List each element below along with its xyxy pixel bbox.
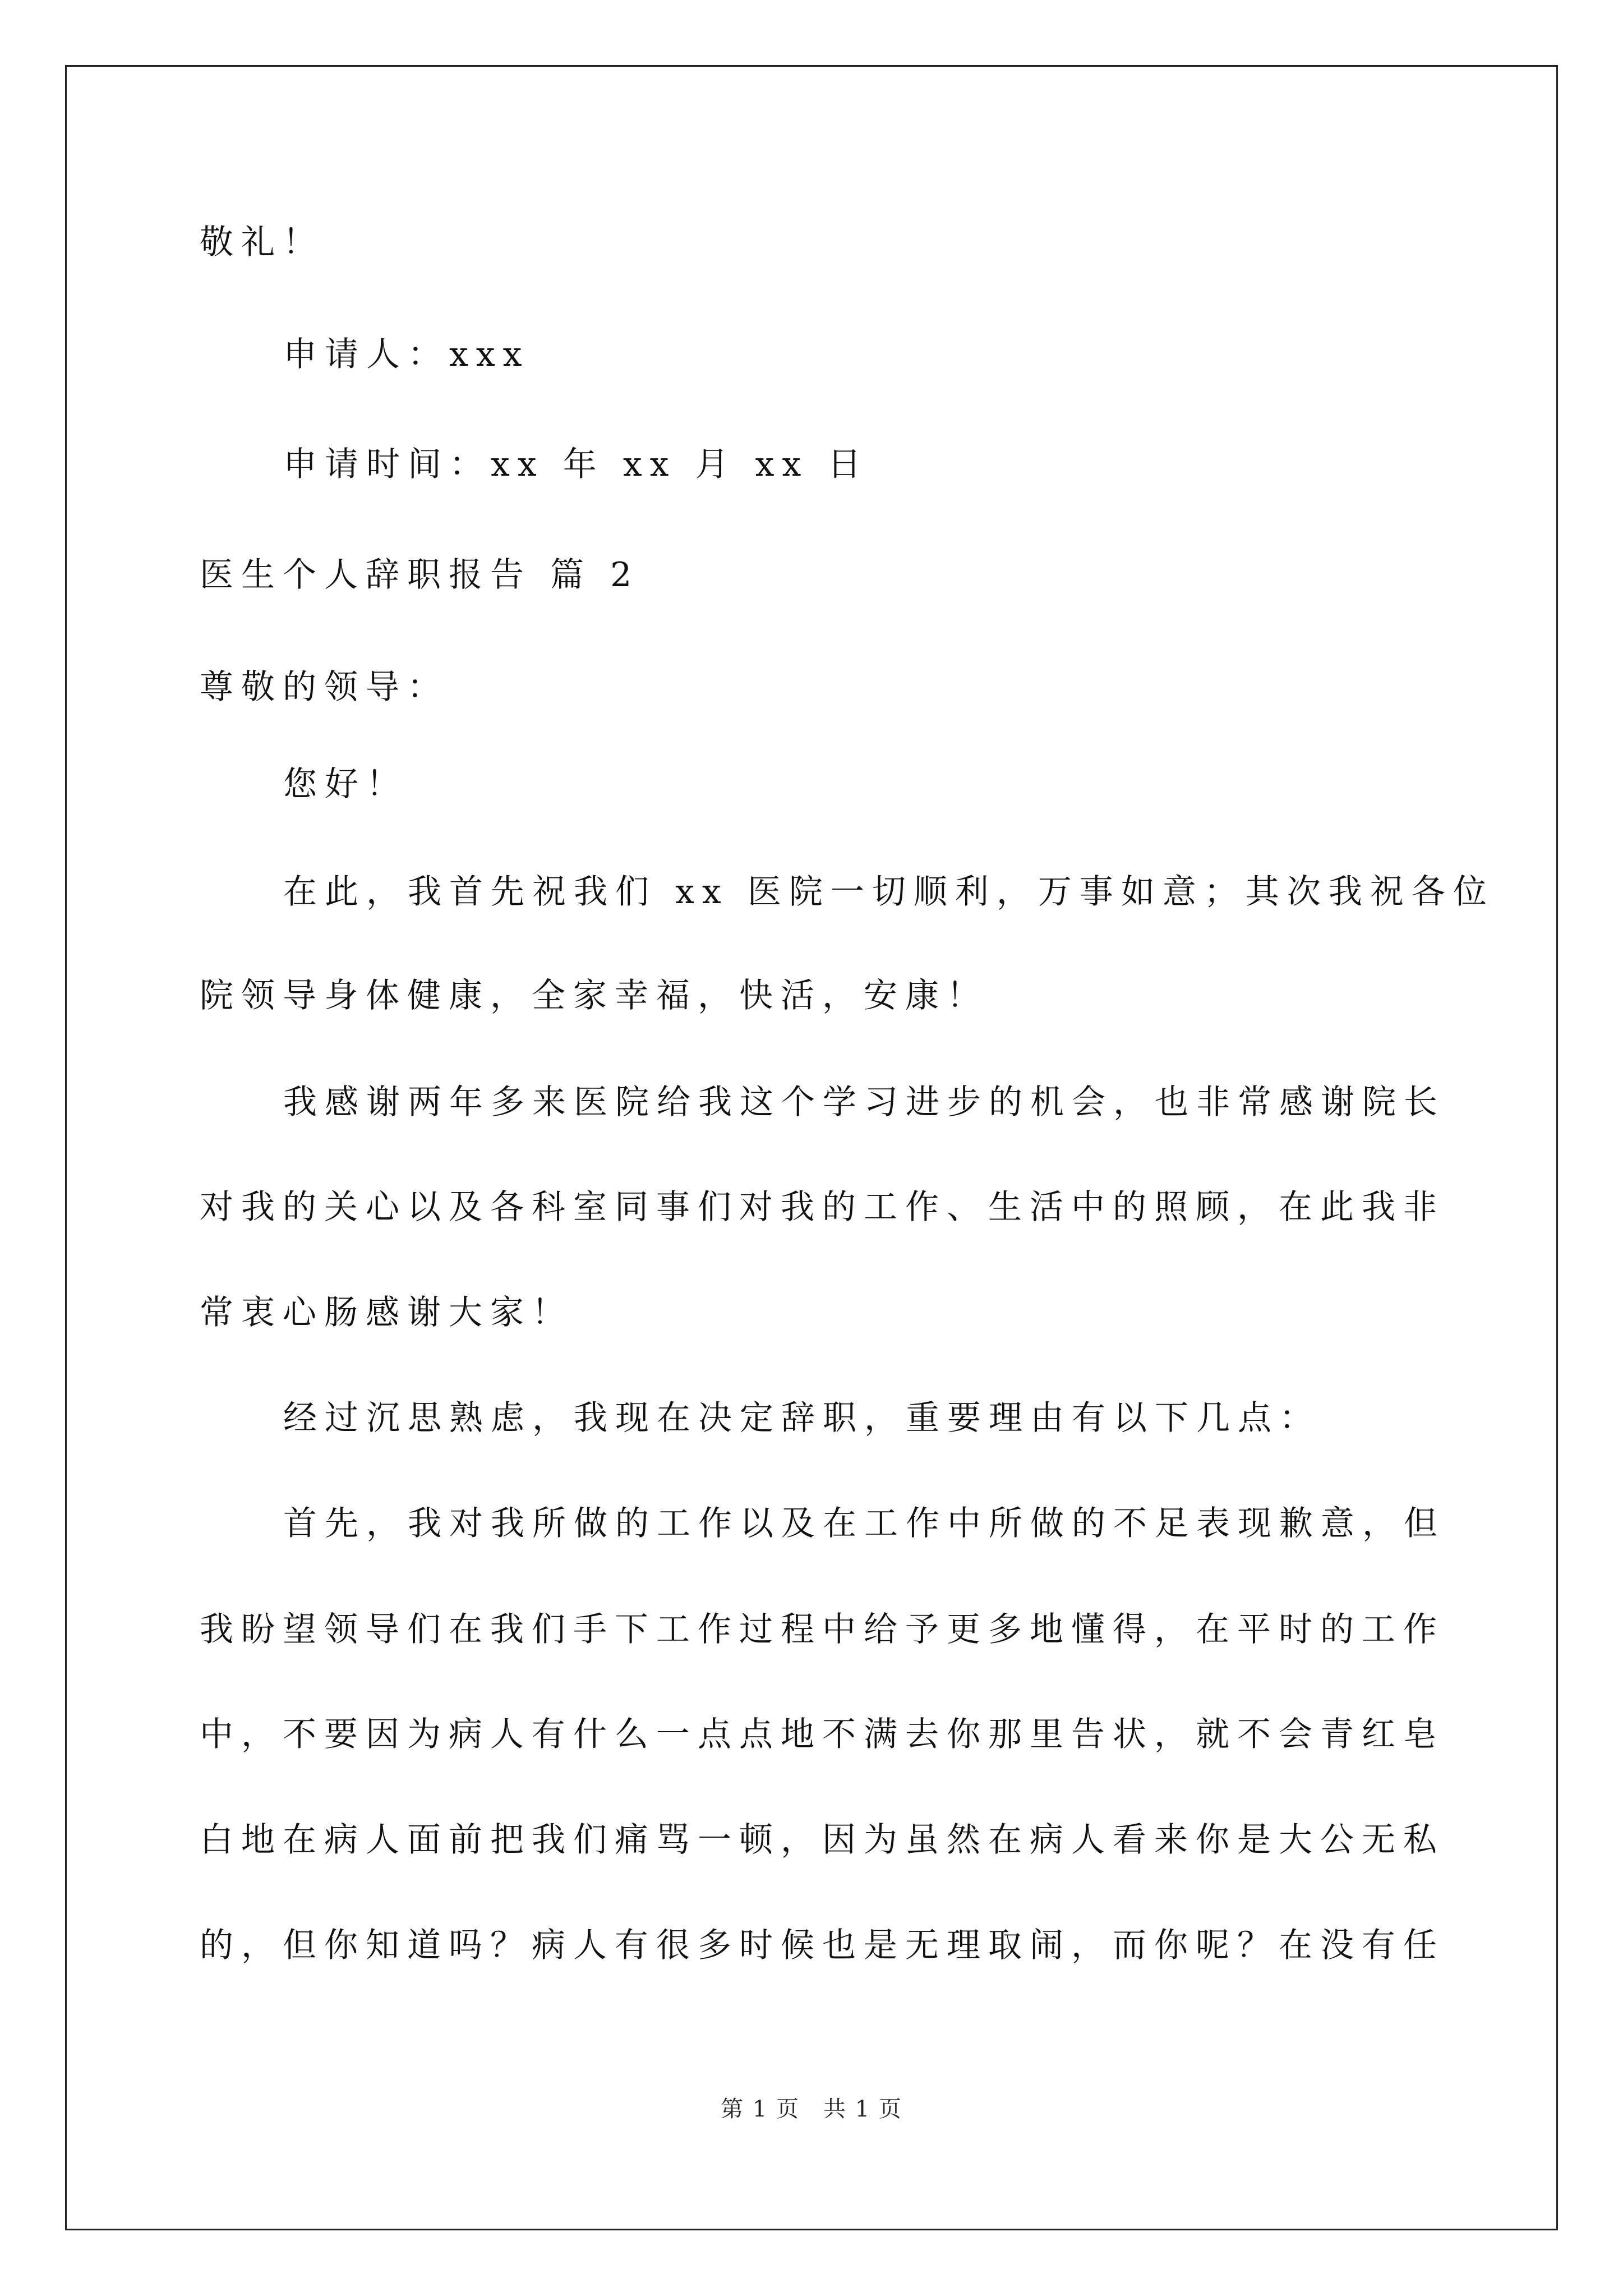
paragraph-line: 对我的关心以及各科室同事们对我的工作、生活中的照顾，在此我非 <box>200 1188 1445 1227</box>
paragraph-line: 院领导身体健康，全家幸福，快活，安康！ <box>200 976 988 1015</box>
paragraph-line: 经过沉思熟虑，我现在决定辞职，重要理由有以下几点： <box>283 1398 1321 1438</box>
paragraph-line: 白地在病人面前把我们痛骂一顿，因为虽然在病人看来你是大公无私 <box>200 1820 1445 1860</box>
paragraph-line: 我感谢两年多来医院给我这个学习进步的机会，也非常感谢院长 <box>283 1083 1445 1122</box>
greeting: 您好！ <box>283 765 408 804</box>
salutation: 尊敬的领导： <box>200 668 449 707</box>
paragraph-line: 中，不要因为病人有什么一点点地不满去你那里告状，就不会青红皂 <box>200 1715 1445 1754</box>
application-date-line: 申请时间：xx 年 xx 月 xx 日 <box>283 445 869 484</box>
paragraph-line: 首先，我对我所做的工作以及在工作中所做的不足表现歉意，但 <box>283 1504 1445 1543</box>
page-footer: 第 1 页 共 1 页 <box>721 2096 902 2122</box>
page-frame <box>65 65 1558 2230</box>
applicant-line: 申请人：xxx <box>283 335 530 374</box>
paragraph-line: 的，但你知道吗？病人有很多时候也是无理取闹，而你呢？在没有任 <box>200 1926 1445 1965</box>
paragraph-line: 在此，我首先祝我们 xx 医院一切顺利，万事如意；其次我祝各位 <box>283 872 1495 912</box>
section-title: 医生个人辞职报告 篇 2 <box>200 555 640 595</box>
paragraph-line: 我盼望领导们在我们手下工作过程中给予更多地懂得，在平时的工作 <box>200 1610 1445 1649</box>
closing-line: 敬礼！ <box>200 223 324 262</box>
paragraph-line: 常衷心肠感谢大家！ <box>200 1293 573 1332</box>
